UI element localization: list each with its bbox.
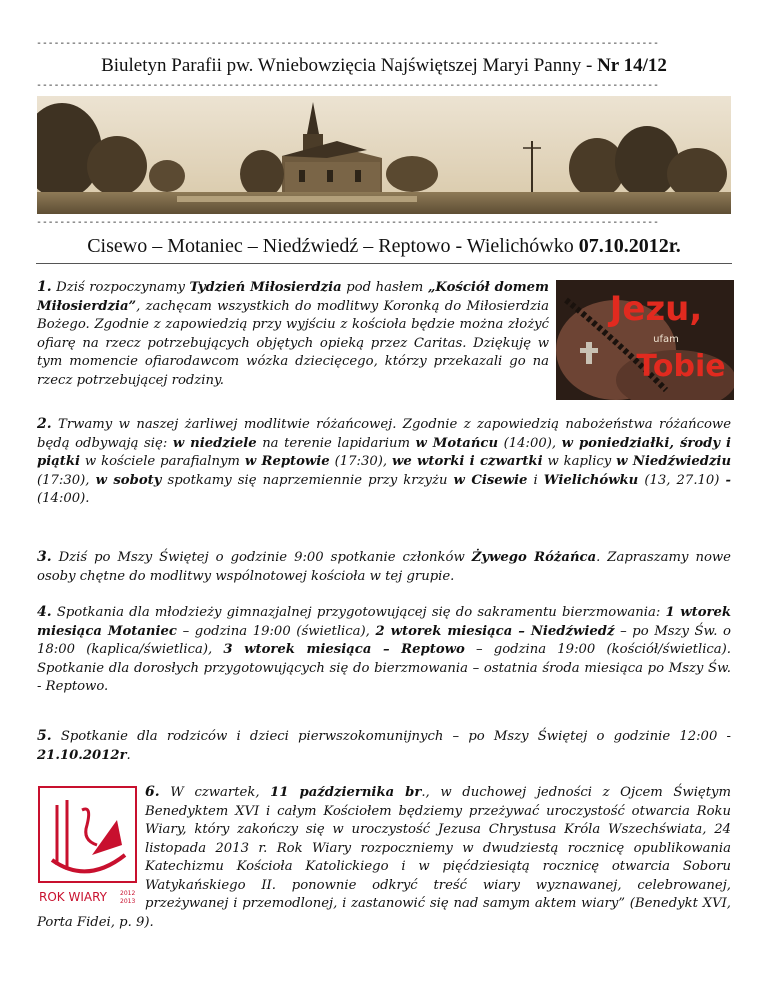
rok-year-start: 2012 [120,890,136,897]
text: ., w duchowej jedności z Ojcem Świętym Benedyktem XVI i całym Kościołem będziemy przeżywać uroczystość otwarcia Roku Wiary, który zakończy się w uroczystość Jezusa Chrystusa Króla Wszechświata, 24 listopada 2013 r. Rok Wiary rozpoczniemy w dwudziestą rocznicę opublikowania Katechizmu Kościoła Katolickiego i w pięćdziesiątą rocznicę otwarcia Soboru Watykańskiego II. ponownie odkryć treść wiary wyznawanej, celebrowanej, przeżywanej i przemodlonej, i zastanowić się nad samym aktem wiary” (Benedykt XVI, Porta Fidei, p. 9). [37,785,731,930]
text-bold: 1 wtorek miesiąca Motaniec [37,605,732,639]
text-bold: w poniedziałki, środy i piątki [37,435,731,469]
top-dash-line: ----------------------------------------------------------------------------------------------------------- [36,38,659,49]
text: – godzina 19:00 (kościół/świetlica). Spotkanie dla dorosłych przygotowujących się do bierzmowania – ostatnia środa miesiąca po Mszy Św. - Reptowo. [37,642,731,694]
parish-locations [36,235,732,258]
announcement-5 [37,727,731,765]
announcement-number: 2. [37,416,52,432]
text: pod hasłem [341,280,428,295]
text: , zachęcam wszystkich do modlitwy Koronką do Miłosierdzia Bożego. Zgodnie z zapowiedzią przy wyjściu z kościoła będzie można złożyć ofiarę na rzecz potrzebujących objętych opieką przez Caritas. Dziękuję w tym momencie ofiarodawcom wózka dziecięcego, którzy przekazali go na rzecz potrzebującej rodziny. [37,298,549,388]
announcement-6 [37,783,731,932]
announcement-4 [37,603,731,697]
text: (14:00). [37,491,90,506]
text-bold: w soboty [95,472,162,488]
text: (14:00), [498,435,562,451]
text: Spotkanie dla rodziców i dzieci pierwszokomunijnych – po Mszy Świętej o godzinie 12:00 - [51,729,731,744]
text: – godzina 19:00 (świetlica), [176,623,376,639]
text-bold: w Cisewie [453,472,528,488]
announcement-number: 3. [37,549,52,565]
text-bold: w Motańcu [415,435,499,451]
text-bold: 21.10.2012r [37,747,127,763]
text-bold: w Niedźwiedziu [616,454,732,469]
lower-dash-line: ----------------------------------------------------------------------------------------------------------- [36,217,659,228]
text-bold: 3 wtorek miesiąca – Reptowo [223,642,465,657]
text: w kościele parafialnym [80,454,245,469]
text-bold: 2 wtorek miesiąca – Niedźwiedź [375,623,615,639]
text-bold: - [725,472,731,488]
issue-number: Nr 14/12 [597,55,667,76]
announcement-1 [37,278,549,390]
text: (13, 27.10) [638,472,726,488]
announcement-number: 6. [145,784,160,800]
text: spotkamy się naprzemiennie przy krzyżu [161,472,454,488]
jezu-text: Jezu, [609,289,703,329]
text: Spotkania dla młodzieży gimnazjalnej przygotowującej się do sakramentu bierzmowania: [51,605,666,620]
text: Dziś rozpoczynamy [51,280,190,295]
rok-wiary-text: ROK WIARY [39,890,107,904]
text-bold: Tydzień Miłosierdzia [189,280,342,295]
announcement-number: 1. [37,279,52,295]
text-bold: „Kościół domem Miłosierdzia” [37,280,549,314]
announcement-number: 5. [37,728,52,744]
text-bold: Wielichówku [543,472,639,488]
text: na terenie lapidarium [256,435,416,451]
ufam-text: ufam [653,334,679,345]
text: (17:30), [37,472,96,488]
tobie-text: Tobie [636,349,726,384]
text: Trwamy w naszej żarliwej modlitwie różańcowej. Zgodnie z zapowiedzią nabożeństwa różańcowe będą odbywają się: [37,417,731,451]
title-text: Biuletyn Parafii pw. Wniebowzięcia Najświętszej Maryi Panny - [101,55,598,76]
text: – po Mszy Św. o 18:00 (kaplica/świetlica), [37,623,731,657]
text: . Zapraszamy nowe osoby chętne do modlitwy wspólnotowej kościoła w tej grupie. [37,550,731,584]
bulletin-title [36,55,732,77]
text-bold: Żywego Różańca [471,550,597,565]
logo-float-spacer [37,783,145,911]
text-bold: 11 października br [270,785,422,800]
text: Dziś po Mszy Świętej o godzinie 9:00 spotkanie członków [51,550,472,565]
text: (17:30), [329,454,392,469]
text: i [527,472,544,488]
locations-list: Cisewo – Motaniec – Niedźwiedź – Reptowo - Wielichówko [87,235,579,257]
locations-underline [36,263,732,264]
jezu-ufam-tobie-image [556,280,734,400]
announcement-number: 4. [37,604,52,620]
announcement-2 [37,415,731,509]
church-banner-image [37,96,731,214]
announcement-3 [37,548,731,586]
text: w kaplicy [542,454,617,469]
text-bold: w Reptowie [244,454,330,469]
text-bold: we wtorki i czwartki [392,454,543,469]
mid-dash-line: ----------------------------------------------------------------------------------------------------------- [36,80,659,91]
bulletin-date: 07.10.2012r. [578,235,681,257]
text-bold: w niedziele [172,435,257,451]
rok-year-end: 2013 [120,898,136,905]
text: . [126,747,131,763]
text: W czwartek, [159,785,271,800]
